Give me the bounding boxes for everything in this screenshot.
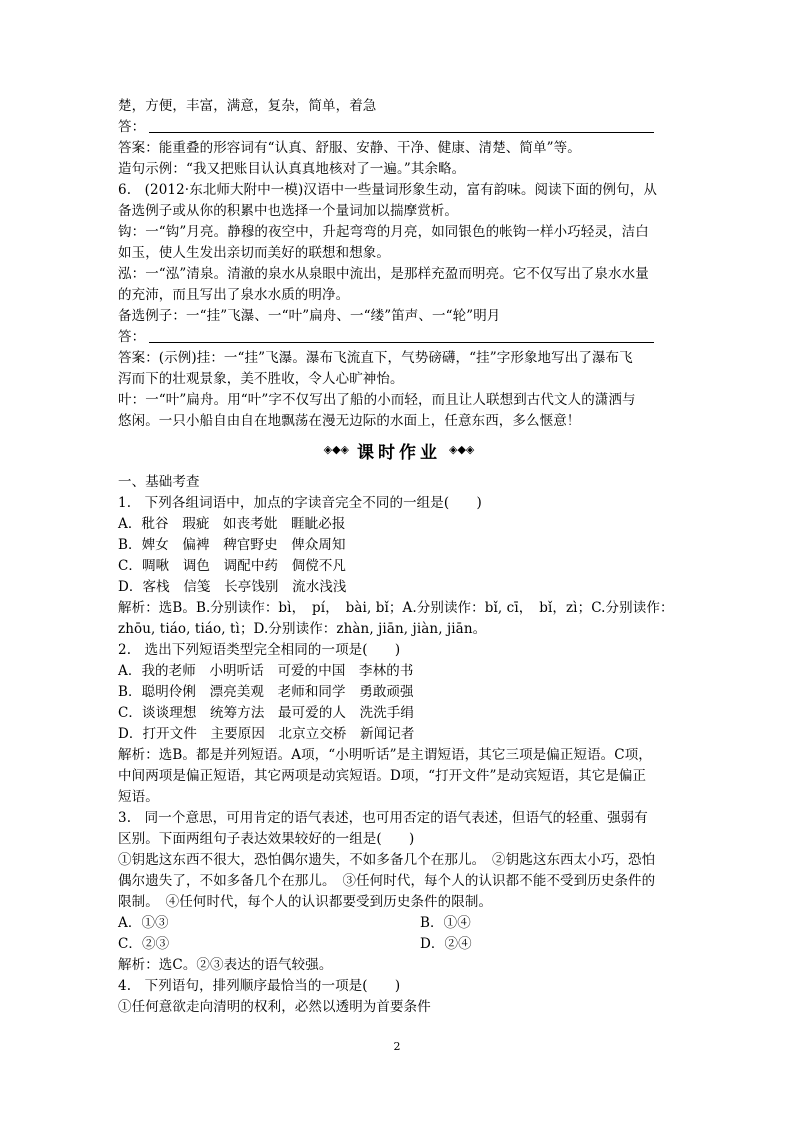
- option-line: B．婢女 偏裨 稗官野史 俾众周知: [118, 537, 346, 553]
- text-line: 叶：一“叶”扁舟。用“叶”字不仅写出了船的小而轻，而且让人联想到古代文人的潇洒与: [118, 392, 636, 408]
- text-line: 备选例子：一“挂”飞瀑、一“叶”扁舟、一“缕”笛声、一“轮”明月: [118, 308, 501, 324]
- text-line: 的充沛，而且写出了泉水水质的明净。: [118, 287, 350, 303]
- explanation-line: 短语。: [118, 789, 159, 805]
- option-line: A．秕谷 瑕疵 如丧考妣 睚眦必报: [118, 516, 346, 532]
- option-a: A．①③: [118, 915, 169, 931]
- text-line: 泻而下的壮观景象，美不胜收，令人心旷神怡。: [118, 371, 404, 387]
- option-row: [118, 934, 678, 955]
- text-line: 区别。下面两组句子表达效果较好的一组是( ): [118, 831, 415, 847]
- option-line: C．啁啾 调色 调配中药 倜傥不凡: [118, 558, 347, 574]
- question-3-line: 3. 同一个意思，可用肯定的语气表述，也可用否定的语气表述，但语气的轻重、强弱有: [118, 810, 648, 826]
- question-2-line: 2. 选出下列短语类型完全相同的一项是( ): [118, 642, 401, 658]
- section-heading: 一、基础考查: [118, 474, 200, 490]
- text-line: 答案：(示例)挂：一“挂”飞瀑。瀑布飞流直下，气势磅礴，“挂”字形象地写出了瀑布飞: [118, 350, 633, 366]
- answer-blank-rule: [149, 328, 654, 343]
- section-banner: [314, 439, 484, 461]
- banner-ornament-right-icon: ◈◆◈: [449, 443, 475, 456]
- explanation-line: 中间两项是偏正短语，其它两项是动宾短语。D项，“打开文件”是动宾短语，其它是偏正: [118, 768, 647, 784]
- text-line: 偶尔遗失了，不如多备几个在那儿。 ③任何时代，每个人的认识都不能不受到历史条件的: [118, 873, 656, 889]
- answer-blank-rule: [149, 118, 654, 133]
- question-6-line: 6. (2012·东北师大附中一模)汉语中一些量词形象生动，富有韵味。阅读下面的例句，从: [118, 182, 657, 198]
- option-b: B．①④: [420, 915, 471, 931]
- text-line: 楚，方便，丰富，满意，复杂，简单，着急: [118, 98, 377, 114]
- text-line: 造句示例：“我又把账目认认真真地核对了一遍。”其余略。: [118, 161, 466, 177]
- option-d: D．②④: [420, 936, 472, 952]
- explanation-line: 解析：选B。B.分别读作：bì， pí， bài, bǐ；A.分别读作：bǐ, cī， bǐ，zì；C.分别读作：: [118, 600, 674, 616]
- option-line: A．我的老师 小明听话 可爱的中国 李林的书: [118, 663, 414, 679]
- answer-line: [118, 117, 678, 138]
- option-line: D．打开文件 主要原因 北京立交桥 新闻记者: [118, 726, 415, 742]
- question-1-line: 1. 下列各组词语中，加点的字读音完全不同的一组是( ): [118, 495, 482, 511]
- text-line: 如玉，使人生发出亲切而美好的联想和想象。: [118, 245, 390, 261]
- answer-label: 答：: [118, 119, 146, 135]
- option-line: C．谈谈理想 统筹方法 最可爱的人 洗洗手绢: [118, 705, 415, 721]
- option-row: [118, 913, 678, 934]
- text-line: ①钥匙这东西不很大，恐怕偶尔遗失，不如多备几个在那儿。 ②钥匙这东西太小巧，恐怕: [118, 852, 656, 868]
- explanation-line: 解析：选C。②③表达的语气较强。: [118, 957, 333, 973]
- text-line: 限制。 ④任何时代，每个人的认识都要受到历史条件的限制。: [118, 894, 493, 910]
- explanation-line: 解析：选B。都是并列短语。A项，“小明听话”是主谓短语，其它三项是偏正短语。C项，: [118, 747, 652, 763]
- text-line: 答案：能重叠的形容词有“认真、舒服、安静、干净、健康、清楚、简单”等。: [118, 140, 581, 156]
- text-line: 泓：一“泓”清泉。清澈的泉水从泉眼中流出，是那样充盈而明亮。它不仅写出了泉水水量: [118, 266, 649, 282]
- text-line: 钩：一“钩”月亮。静穆的夜空中，升起弯弯的月亮，如同银色的帐钩一样小巧轻灵，洁白: [118, 224, 649, 240]
- section-title: 课时作业: [357, 442, 441, 463]
- answer-line: [118, 327, 678, 348]
- text-line: 备选例子或从你的积累中也选择一个量词加以揣摩赏析。: [118, 203, 458, 219]
- text-line: ①任何意欲走向清明的权利，必然以透明为首要条件: [118, 999, 431, 1015]
- explanation-line: zhōu, tiáo, tiáo, tì；D.分别读作：zhàn, jiān, jiàn, jiān。: [118, 621, 487, 637]
- question-4-line: 4. 下列语句，排列顺序最恰当的一项是( ): [118, 978, 401, 994]
- text-line: 悠闲。一只小船自由自在地飘荡在漫无边际的水面上，任意东西，多么惬意！: [118, 413, 581, 429]
- answer-label: 答：: [118, 329, 146, 345]
- option-line: D．客栈 信笺 长亭饯别 流水浅浅: [118, 579, 347, 595]
- option-c: C．②③: [118, 936, 170, 952]
- option-line: B．聪明伶俐 漂亮美观 老师和同学 勇敢顽强: [118, 684, 414, 700]
- page-number: 2: [393, 1040, 401, 1053]
- banner-ornament-left-icon: ◈◆◈: [323, 443, 349, 456]
